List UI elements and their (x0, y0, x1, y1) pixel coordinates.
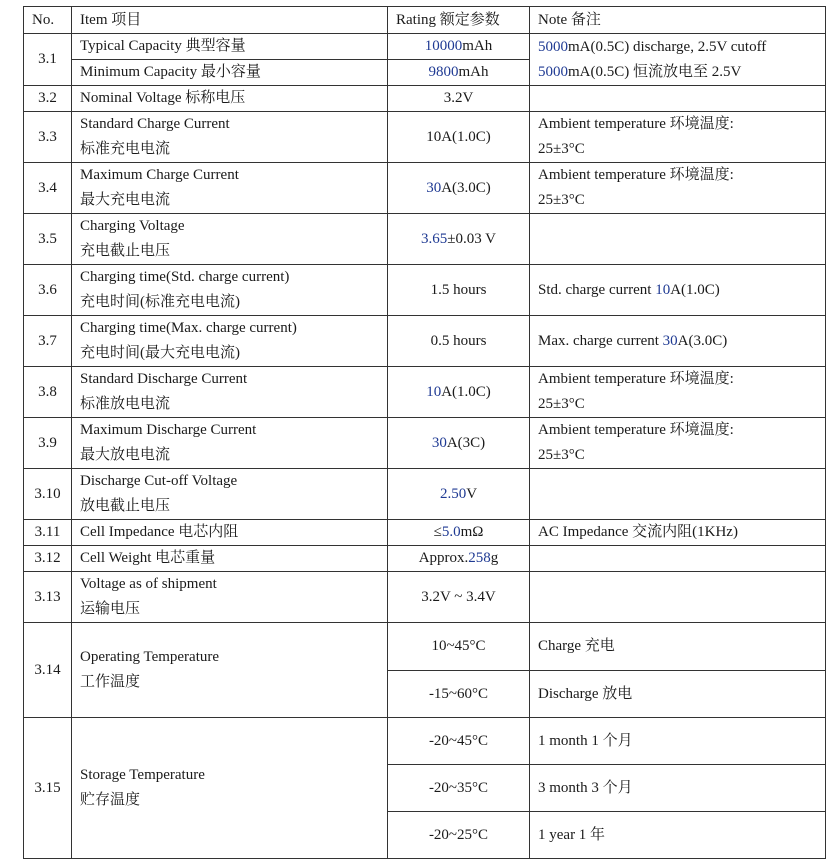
item-cell: Cell Weight 电芯重量 (72, 546, 388, 572)
item-cell: Voltage as of shipment 运输电压 (72, 572, 388, 623)
header-no: No. (24, 7, 72, 34)
rating-cell: 10A(1.0C) (388, 367, 530, 418)
note-cell: Std. charge current 10A(1.0C) (530, 265, 826, 316)
table-row (24, 163, 826, 214)
row-no: 3.5 (24, 214, 72, 265)
row-no: 3.6 (24, 265, 72, 316)
rating-cell: 3.2V ~ 3.4V (388, 572, 530, 623)
rating-cell: -20~45°C (388, 718, 530, 765)
table-row (24, 572, 826, 623)
note-cell: 1 month 1 个月 (530, 718, 826, 765)
note-cell: 1 year 1 年 (530, 812, 826, 859)
item-cell: Maximum Discharge Current 最大放电电流 (72, 418, 388, 469)
table-row (24, 546, 826, 572)
rating-cell: 10~45°C (388, 623, 530, 671)
row-no: 3.12 (24, 546, 72, 572)
note-cell: Ambient temperature 环境温度: 25±3°C (530, 367, 826, 418)
table-row (24, 34, 826, 60)
row-no: 3.15 (24, 718, 72, 859)
row-no: 3.13 (24, 572, 72, 623)
note-cell: Charge 充电 (530, 623, 826, 671)
item-cell: Operating Temperature 工作温度 (72, 623, 388, 718)
note-cell (530, 214, 826, 265)
rating-cell: 1.5 hours (388, 265, 530, 316)
note-cell: Max. charge current 30A(3.0C) (530, 316, 826, 367)
note-cell (530, 86, 826, 112)
note-cell: Discharge 放电 (530, 671, 826, 718)
table-row (24, 718, 826, 765)
item-cell: Standard Charge Current 标准充电电流 (72, 112, 388, 163)
note-cell: 3 month 3 个月 (530, 765, 826, 812)
rating-cell: ≤5.0mΩ (388, 520, 530, 546)
item-cell: Standard Discharge Current 标准放电电流 (72, 367, 388, 418)
rating-cell: 9800mAh (388, 60, 530, 86)
header-rating: Rating 额定参数 (388, 7, 530, 34)
note-cell (530, 546, 826, 572)
row-no: 3.10 (24, 469, 72, 520)
table-row (24, 265, 826, 316)
header-row (24, 7, 826, 34)
header-item: Item 项目 (72, 7, 388, 34)
table-row (24, 520, 826, 546)
item-cell: Charging time(Max. charge current) 充电时间(最大充电电流) (72, 316, 388, 367)
table-row (24, 469, 826, 520)
row-no: 3.14 (24, 623, 72, 718)
item-cell: Cell Impedance 电芯内阻 (72, 520, 388, 546)
table-row (24, 316, 826, 367)
note-cell: Ambient temperature 环境温度: 25±3°C (530, 418, 826, 469)
row-no: 3.7 (24, 316, 72, 367)
note-cell (530, 469, 826, 520)
row-no: 3.2 (24, 86, 72, 112)
rating-cell: 2.50V (388, 469, 530, 520)
table-row (24, 214, 826, 265)
rating-cell: 10A(1.0C) (388, 112, 530, 163)
rating-cell: 0.5 hours (388, 316, 530, 367)
table-row (24, 86, 826, 112)
rating-cell: 30A(3C) (388, 418, 530, 469)
item-cell: Storage Temperature 贮存温度 (72, 718, 388, 859)
header-note: Note 备注 (530, 7, 826, 34)
rating-cell: Approx.258g (388, 546, 530, 572)
item-cell: Charging Voltage 充电截止电压 (72, 214, 388, 265)
item-cell: Discharge Cut-off Voltage 放电截止电压 (72, 469, 388, 520)
row-no: 3.9 (24, 418, 72, 469)
item-cell: Charging time(Std. charge current) 充电时间(标准充电电流) (72, 265, 388, 316)
table-row (24, 418, 826, 469)
rating-cell: -20~25°C (388, 812, 530, 859)
row-no: 3.3 (24, 112, 72, 163)
row-no: 3.11 (24, 520, 72, 546)
row-no: 3.1 (24, 34, 72, 86)
rating-cell: 3.2V (388, 86, 530, 112)
item-cell: Maximum Charge Current 最大充电电流 (72, 163, 388, 214)
item-cell: Minimum Capacity 最小容量 (72, 60, 388, 86)
note-cell: 5000mA(0.5C) discharge, 2.5V cutoff 5000mA(0.5C) 恒流放电至 2.5V (530, 34, 826, 86)
item-cell: Typical Capacity 典型容量 (72, 34, 388, 60)
spec-table (23, 6, 826, 859)
note-cell: Ambient temperature 环境温度: 25±3°C (530, 112, 826, 163)
row-no: 3.8 (24, 367, 72, 418)
rating-cell: -15~60°C (388, 671, 530, 718)
row-no: 3.4 (24, 163, 72, 214)
table-row (24, 623, 826, 671)
note-cell: AC Impedance 交流内阻(1KHz) (530, 520, 826, 546)
table-row (24, 112, 826, 163)
rating-cell: 3.65±0.03 V (388, 214, 530, 265)
rating-cell: 30A(3.0C) (388, 163, 530, 214)
note-cell: Ambient temperature 环境温度: 25±3°C (530, 163, 826, 214)
rating-cell: -20~35°C (388, 765, 530, 812)
note-cell (530, 572, 826, 623)
rating-cell: 10000mAh (388, 34, 530, 60)
table-row (24, 367, 826, 418)
item-cell: Nominal Voltage 标称电压 (72, 86, 388, 112)
